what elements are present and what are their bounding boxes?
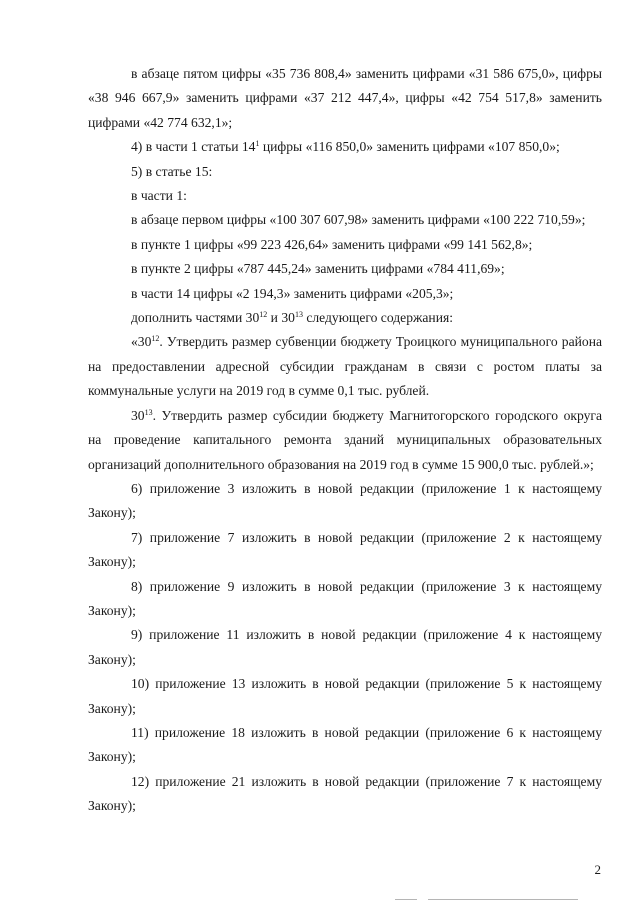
text-fragment: цифры «116 850,0» заменить цифрами «107 850,0»;: [259, 139, 560, 155]
paragraph-part-30-12: [88, 330, 602, 403]
paragraph-add-parts: [88, 306, 602, 330]
text-fragment: дополнить частями 30: [131, 310, 260, 326]
paragraph-text: в абзаце пятом цифры «35 736 808,4» заменить цифрами «31 586 675,0», цифры «38 946 667,9» заменить цифрами «37 212 447,4», цифры «42 754 517,8» заменить цифрами «42 774 632,1»;: [88, 66, 602, 130]
paragraph-article-15: 5) в статье 15:: [131, 163, 213, 179]
paragraph-item-12: 12) приложение 21 изложить в новой редакции (приложение 7 к настоящему Закону);: [88, 773, 602, 814]
superscript: 13: [144, 407, 153, 417]
text-fragment: и 30: [267, 310, 295, 326]
scan-edge-mark: [395, 899, 417, 900]
page-number: 2: [594, 862, 601, 877]
paragraph-item-8: 8) приложение 9 изложить в новой редакции (приложение 3 к настоящему Закону);: [88, 578, 602, 618]
text-fragment: 4) в части 1 статьи 14: [131, 139, 256, 155]
paragraph-first-clause: в абзаце первом цифры «100 307 607,98» заменить цифрами «100 222 710,59»;: [131, 212, 586, 228]
superscript: 13: [294, 310, 303, 320]
paragraph-paragraph5-amount-change: [88, 62, 602, 135]
paragraph-point-2: в пункте 2 цифры «787 445,24» заменить цифрами «784 411,69»;: [131, 261, 505, 277]
paragraph-item-11: 11) приложение 18 изложить в новой редакции (приложение 6 к настоящему Закону);: [88, 724, 602, 765]
text-fragment: . Утвердить размер субвенции бюджету Троицкого муниципального района на предоставлении адресной субсидии гражданам в связи с ростом платы за коммунальные услуги на 2019 год в сумме 0,1 тыс. рублей.: [88, 334, 602, 399]
document-body: [88, 62, 602, 819]
text-fragment: следующего содержания:: [302, 310, 453, 326]
paragraph-point-1: в пункте 1 цифры «99 223 426,64» заменить цифрами «99 141 562,8»;: [131, 236, 533, 252]
paragraph-item-10: 10) приложение 13 изложить в новой редакции (приложение 5 к настоящему Закону);: [88, 676, 602, 716]
paragraph-item-6: 6) приложение 3 изложить в новой редакции (приложение 1 к настоящему Закону);: [88, 480, 602, 521]
scan-edge-mark: [428, 899, 578, 900]
text-fragment: «30: [131, 334, 152, 350]
paragraph-item-9: 9) приложение 11 изложить в новой редакции (приложение 4 к настоящему Закону);: [88, 627, 602, 667]
paragraph-part-14: в части 14 цифры «2 194,3» заменить цифрами «205,3»;: [131, 285, 454, 301]
superscript: 12: [259, 310, 268, 320]
paragraph-part-1: в части 1:: [131, 188, 187, 204]
text-fragment: . Утвердить размер субсидии бюджету Магнитогорского городского округа на проведение капитального ремонта зданий муниципальных образовательных организаций дополнительного образования на 2019 год в сумме 15 900,0 тыс. рублей.»;: [88, 407, 602, 472]
paragraph-part-30-13: [88, 404, 602, 477]
superscript: 1: [255, 139, 260, 149]
paragraph-item-7: 7) приложение 7 изложить в новой редакции (приложение 2 к настоящему Закону);: [88, 529, 602, 570]
superscript: 12: [151, 334, 160, 344]
text-fragment: 30: [131, 407, 145, 423]
paragraph-article-14-1: [88, 135, 602, 159]
